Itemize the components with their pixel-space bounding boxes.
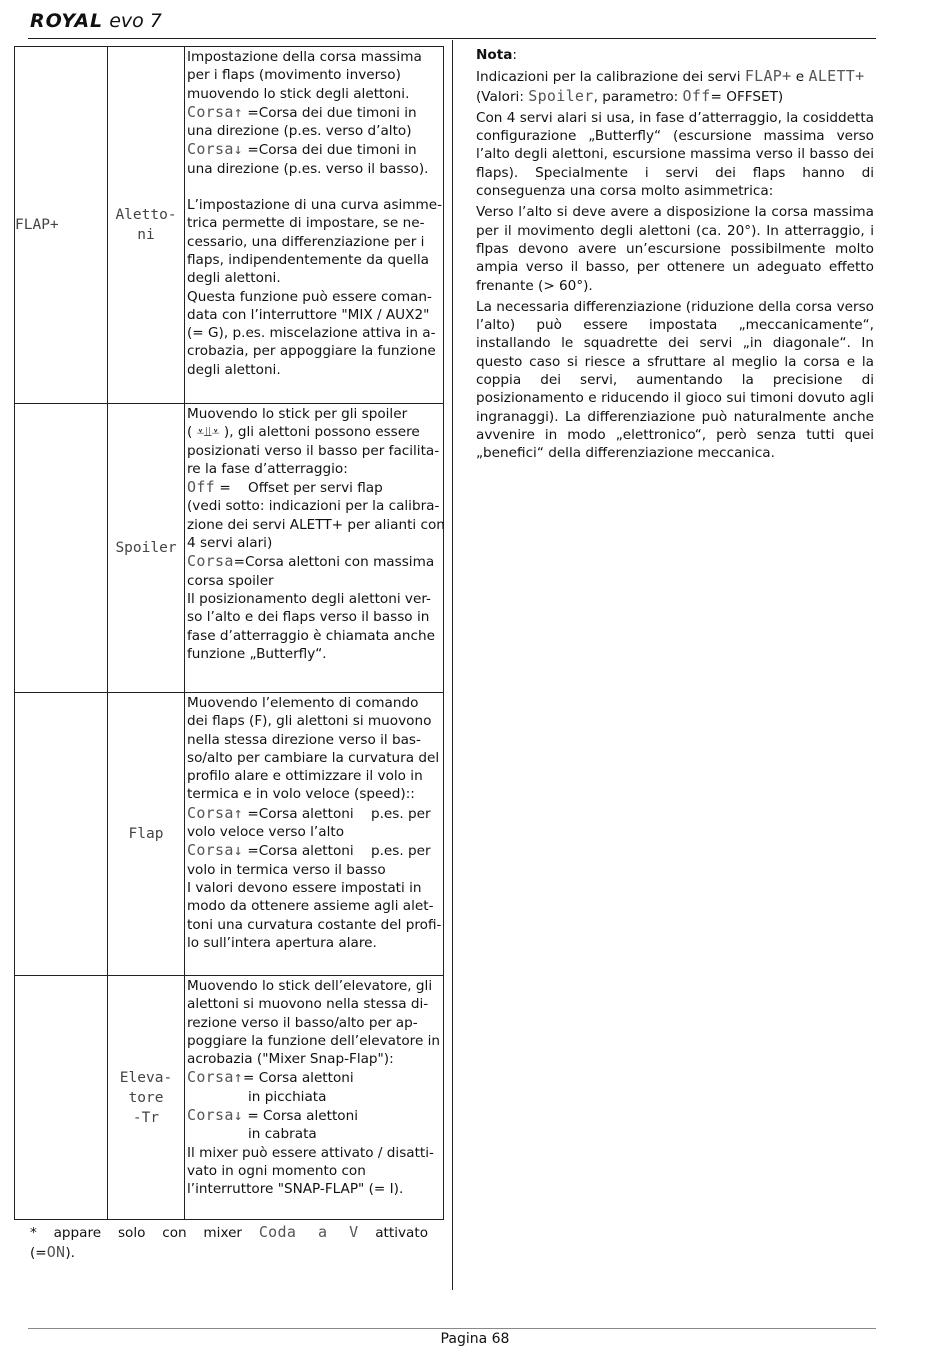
description-line: vato in ogni momento con	[187, 1162, 366, 1179]
description-line: poggiare la funzione dell’elevatore in	[187, 1032, 441, 1049]
description-line: L’impostazione di una curva asimme-	[187, 197, 443, 214]
footnote: * appare solo con mixer Coda a V attivato	[30, 1223, 429, 1241]
description-line: zione dei servi ALETT+ per alianti con	[187, 516, 445, 533]
description-line: (= G), p.es. miscelazione attiva in a-	[187, 325, 436, 342]
model-name: evo 7	[109, 10, 162, 32]
description-line: toni una curvatura costante del profi-	[187, 916, 442, 933]
note-paragraph: Con 4 servi alari si usa, in fase d’atterraggio, la cosiddetta configurazione „Butterfly“ (escursione massima verso l’alto degli alettoni, escursione massima verso il basso dei flaps). Specialmente i servi dei flaps hanno di conseguenza una corsa molto asimmetrica:	[476, 109, 874, 200]
table-row	[15, 693, 444, 976]
description-line: posizionati verso il basso per facilita-	[187, 442, 440, 459]
description-line: in cabrata	[248, 1126, 317, 1143]
description-line: Impostazione della corsa massima	[187, 49, 422, 65]
description-line: trica permette di impostare, se ne-	[187, 215, 425, 232]
description-line: muovendo lo stick degli alettoni.	[187, 85, 410, 102]
page-header	[30, 10, 162, 32]
note-paragraph: Verso l’alto si deve avere a disposizione la corsa massima per il movimento degli alettoni (ca. 20°). In atterraggio, i flpas devono avere un’escursione possibilmente molto ampia verso il basso, per ottenere un adeguato effetto frenante (> 60°).	[476, 204, 874, 294]
description-line: Muovendo l’elemento di comando	[187, 695, 419, 711]
description-line: Corsa↓ =Corsa dei due timoni in	[187, 140, 417, 159]
description-line: re la fase d’atterraggio:	[187, 460, 348, 477]
description-line: I valori devono essere impostati in	[187, 879, 422, 896]
description-line: fase d’atterraggio è chiamata anche	[187, 627, 435, 644]
description-cell	[185, 47, 444, 404]
lcd-parameter: Corsa	[187, 552, 234, 571]
note-values: (Valori: Spoiler, parametro: Off= OFFSET)	[476, 86, 784, 105]
description-line: funzione „Butterfly“.	[187, 645, 327, 662]
description-cell	[185, 976, 444, 1220]
description-line: per i flaps (movimento inverso)	[187, 67, 401, 84]
source-label: -Tr	[132, 1109, 160, 1126]
description-line: rezione verso il basso/alto per ap-	[187, 1014, 418, 1031]
source-cell	[108, 976, 185, 1220]
lcd-parameter: Corsa↑	[187, 1068, 243, 1087]
description-line: termica e in volo veloce (speed)::	[187, 786, 415, 803]
header-rule	[28, 38, 876, 39]
description-cell	[185, 404, 444, 693]
description-line: dei flaps (F), gli alettoni si muovono	[187, 713, 432, 730]
description-line: ( ⩡⫫⩡ ), gli alettoni possono essere	[187, 424, 420, 441]
description-line: Corsa=Corsa alettoni con massima	[187, 552, 435, 571]
description-line: alettoni si muovono nella stessa di-	[187, 996, 429, 1013]
description-line: Off = Offset per servi flap	[187, 478, 383, 497]
description-line: data con l’interruttore "MIX / AUX2"	[187, 306, 430, 323]
description-line: cessario, una differenziazione per i	[187, 233, 425, 250]
table-row	[15, 404, 444, 693]
description-line: lo sull’intera apertura alare.	[187, 934, 377, 951]
description-line: degli alettoni.	[187, 361, 281, 378]
source-label: Aletto-	[115, 207, 177, 223]
description-line: so/alto per cambiare la curvatura del	[187, 749, 440, 766]
description-line: corsa spoiler	[187, 572, 274, 589]
brand-name: ROYAL	[30, 10, 104, 32]
table-row	[15, 976, 444, 1220]
note-column: Nota: Indicazioni per la calibrazione dei servi FLAP+ e ALETT+ (Valori: Spoiler, parametro: Off= OFFSET) Con 4 servi alari si usa, in fase d’atterraggio, la cosiddetta configurazione „Butterfly“ (escursione massima verso l’alto degli alettoni, escursione massima verso il basso dei flaps). Specialmente i servi dei flaps hanno di conseguenza una corsa molto asimmetrica: Verso l’alto si deve avere a disposizione la corsa massima per il movimento degli alettoni (ca. 20°). In atterraggio, i flpas devono avere un’escursione possibilmente molto ampia verso il basso, per ottenere un adeguato effetto frenante (> 60°). La necessaria differenziazione (riduzione della corsa verso l’alto) può essere impostata „meccanicamente“, installando le squadrette dei servi „in diagonale“. In questo caso si riesce a sfruttare al meglio la corsa e la coppia dei servi, aumentando la precisione di posizionamento e riducendo il gioco sui timoni dovuto agli ingranaggi). La differenziazione può naturalmente anche avvenire in modo „elettronico“, però senza tutti quei „benefici“ della differenziazione meccanica.	[476, 47, 874, 462]
note-title: Nota	[476, 47, 513, 63]
source-label: tore	[128, 1089, 164, 1106]
function-cell	[15, 693, 108, 976]
source-cell	[108, 404, 185, 693]
description-line: l’interruttore "SNAP-FLAP" (= I).	[187, 1181, 404, 1198]
note-subtitle: Indicazioni per la calibrazione dei servi FLAP+ e ALETT+	[476, 67, 865, 86]
source-label: Flap	[128, 826, 164, 842]
description-line: profilo alare e ottimizzare il volo in	[187, 768, 423, 785]
lcd-parameter: Corsa↓	[187, 841, 243, 860]
description-line: flaps, indipendentemente da quella	[187, 251, 429, 268]
description-line: volo veloce verso l’alto	[187, 824, 345, 841]
lcd-parameter: Corsa↓	[187, 1106, 243, 1125]
description-line: una direzione (p.es. verso il basso).	[187, 160, 429, 177]
note-paragraph: La necessaria differenziazione (riduzione della corsa verso l’alto) può essere impostata „meccanicamente“, installando le squadrette dei servi „in diagonale“. In questo caso si riesce a sfruttare al meglio la corsa e la coppia dei servi, aumentando la precisione di posizionamento e riducendo il gioco sui timoni dovuto agli ingranaggi). La differenziazione può naturalmente anche avvenire in modo „elettronico“, però senza tutti quei „benefici“ della differenziazione meccanica.	[476, 298, 874, 462]
source-label: ni	[137, 227, 155, 243]
description-line: 4 servi alari)	[187, 535, 273, 552]
description-line: Muovendo lo stick per gli spoiler	[187, 406, 408, 422]
lcd-parameter: Corsa↑	[187, 803, 243, 822]
function-cell: FLAP+	[15, 47, 108, 404]
column-divider	[452, 40, 453, 1290]
mixer-table	[14, 46, 444, 1220]
description-line: Corsa↓ = Corsa alettoni	[187, 1106, 359, 1125]
page-number: Pagina 68	[440, 1331, 510, 1347]
source-cell	[108, 47, 185, 404]
lcd-parameter: Corsa↓	[187, 140, 243, 159]
source-label: Spoiler	[115, 540, 177, 556]
description-line: Corsa↑= Corsa alettoni	[187, 1068, 354, 1087]
description-line: volo in termica verso il basso	[187, 861, 386, 878]
description-line: Corsa↑ =Corsa alettoni p.es. per	[187, 803, 431, 822]
description-line: Il mixer può essere attivato / disatti-	[187, 1144, 434, 1161]
description-line: crobazia, per appoggiare la funzione	[187, 343, 436, 360]
spacer	[187, 178, 441, 196]
description-line: modo da ottenere assieme agli alet-	[187, 898, 434, 915]
description-cell	[185, 693, 444, 976]
description-line: Muovendo lo stick dell’elevatore, gli	[187, 978, 433, 994]
table-row	[15, 47, 444, 404]
description-line: nella stessa direzione verso il bas-	[187, 731, 421, 748]
description-line: in picchiata	[248, 1088, 327, 1105]
footnote-line2: (=ON).	[30, 1243, 75, 1261]
description-line: so l’alto e dei flaps verso il basso in	[187, 609, 430, 626]
source-cell	[108, 693, 185, 976]
description-line: una direzione (p.es. verso d’alto)	[187, 123, 412, 140]
source-label: Eleva-	[119, 1069, 173, 1086]
lcd-parameter: Corsa↑	[187, 102, 243, 121]
lcd-parameter: Off	[187, 478, 215, 497]
description-line: Corsa↑ =Corsa dei due timoni in	[187, 102, 417, 121]
footer-rule	[28, 1328, 876, 1329]
description-line: Corsa↓ =Corsa alettoni p.es. per	[187, 841, 431, 860]
function-cell	[15, 976, 108, 1220]
description-line: (vedi sotto: indicazioni per la calibra-	[187, 498, 440, 515]
description-line: Questa funzione può essere coman-	[187, 288, 432, 305]
function-cell	[15, 404, 108, 693]
description-line: Il posizionamento degli alettoni ver-	[187, 590, 431, 607]
description-line: degli alettoni.	[187, 270, 281, 287]
description-line: acrobazia ("Mixer Snap-Flap"):	[187, 1051, 394, 1068]
